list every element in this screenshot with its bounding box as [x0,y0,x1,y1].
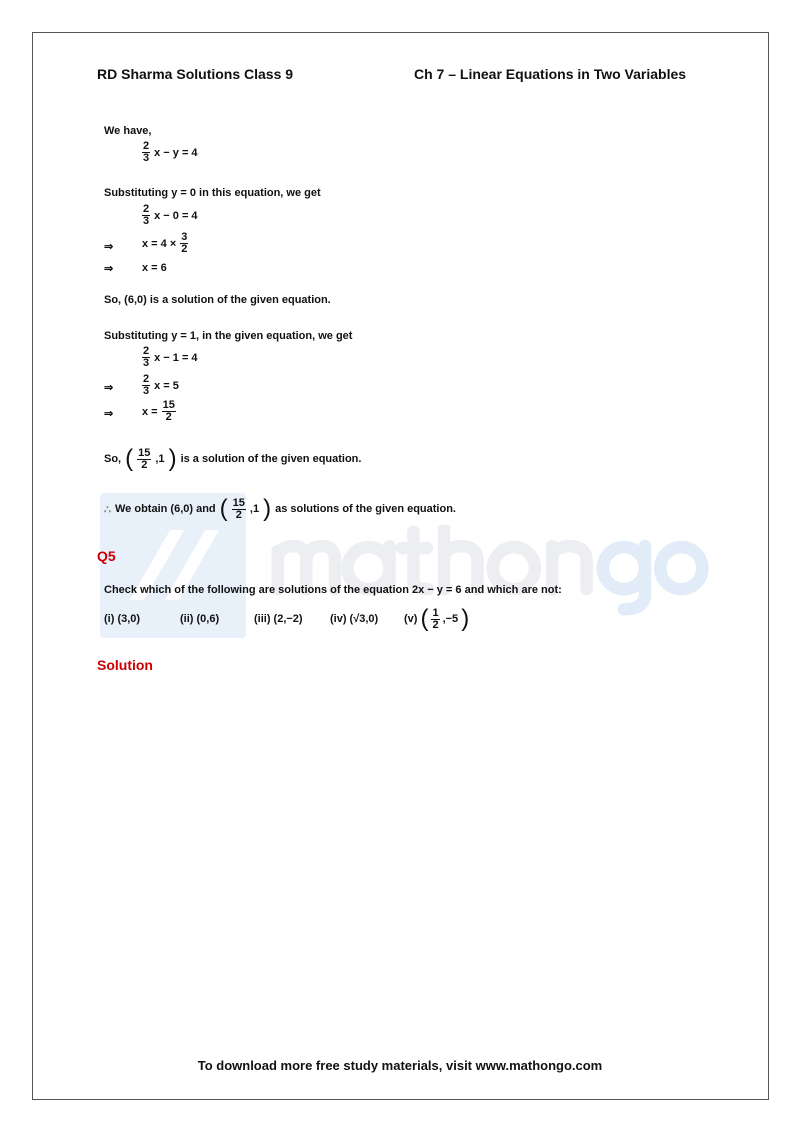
watermark-wordmark [270,525,710,617]
equation-4: x = 6 [142,262,167,274]
question-text: Check which of the following are solutions of the equation 2x − y = 6 and which are not: [104,584,562,596]
question-options [104,607,469,631]
equation-7: x = $\frac{15}{2}$ [142,399,175,423]
question-label: Q5 [97,548,116,564]
option-ii: (ii) (0,6) [180,613,220,625]
equation-5: 2 3 x − 1 = 4 [143,345,198,369]
equation-2: 2 3 x − 0 = 4 [143,203,198,227]
equation-6: 2 3 x = 5 [143,373,179,397]
solution-statement-1: So, (6,0) is a solution of the given equation. [104,294,331,306]
substitute-y1: Substituting y = 1, in the given equation, we get [104,330,353,342]
header-book-title: RD Sharma Solutions Class 9 [97,66,294,82]
option-v: (v) ( 1 2 ,−5 ) [404,605,470,632]
implies-icon: ⇒ [104,241,114,253]
option-i: (i) (3,0) [104,613,141,625]
solution-statement-2: So, ( 15 2 ,1 ) is a solution of the given equation. [104,445,362,472]
implies-icon: ⇒ [104,408,114,420]
option-iv: (iv) (√3,0) [330,613,379,625]
header-chapter-title: Ch 7 – Linear Equations in Two Variables [414,66,687,82]
conclusion: ∴ We obtain (6,0) and ( 15 2 ,1 ) as solutions of the given equation. [104,495,456,522]
substitute-y0: Substituting y = 0 in this equation, we get [104,187,321,199]
footer-text: To download more free study materials, visit www.mathongo.com [197,1058,603,1073]
equation-1: 2 3 x − y = 4 [143,140,198,164]
solution-heading: Solution [97,657,153,673]
implies-icon: ⇒ [104,382,114,394]
equation-3: x = 4 × $\frac{3}{2}$ [142,231,188,255]
option-iii: (iii) (2,−2) [254,613,303,625]
implies-icon: ⇒ [104,263,114,275]
we-have: We have, [104,125,152,137]
